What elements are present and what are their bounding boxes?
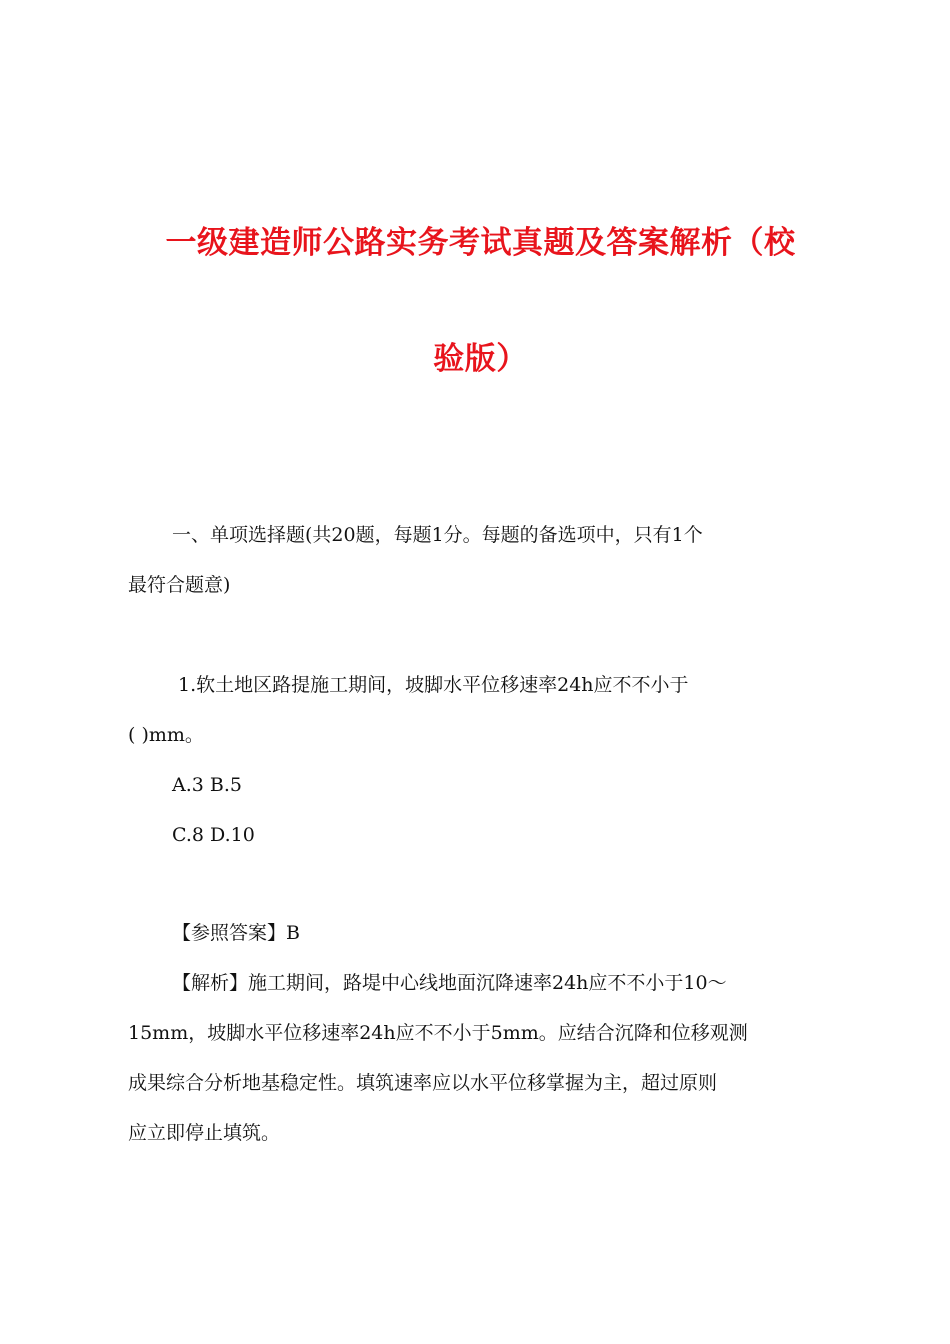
question-options-line-1: A.3 B.5 (172, 774, 242, 796)
analysis-line-3: 成果综合分析地基稳定性。填筑速率应以水平位移掌握为主，超过原则 (128, 1072, 718, 1094)
analysis-line-2: 15mm，坡脚水平位移速率24h应不不小于5mm。应结合沉降和位移观测 (128, 1022, 748, 1044)
question-stem-line-1: 1.软土地区路提施工期间，坡脚水平位移速率24h应不不小于 (178, 674, 689, 696)
section-header-line-2: 最符合题意) (128, 574, 231, 596)
analysis-line-4: 应立即停止填筑。 (128, 1122, 281, 1144)
analysis-line-1: 【解析】施工期间，路堤中心线地面沉降速率24h应不不小于10～ (172, 972, 727, 994)
document-title-line-2: 验版） (433, 341, 528, 377)
question-options-line-2: C.8 D.10 (172, 824, 255, 846)
document-title-line-1: 一级建造师公路实务考试真题及答案解析（校 (165, 225, 796, 261)
question-stem-line-2: ( )mm。 (128, 724, 204, 746)
section-header-line-1: 一、单项选择题(共20题，每题1分。每题的备选项中，只有1个 (172, 524, 703, 546)
reference-answer: 【参照答案】B (172, 922, 300, 944)
